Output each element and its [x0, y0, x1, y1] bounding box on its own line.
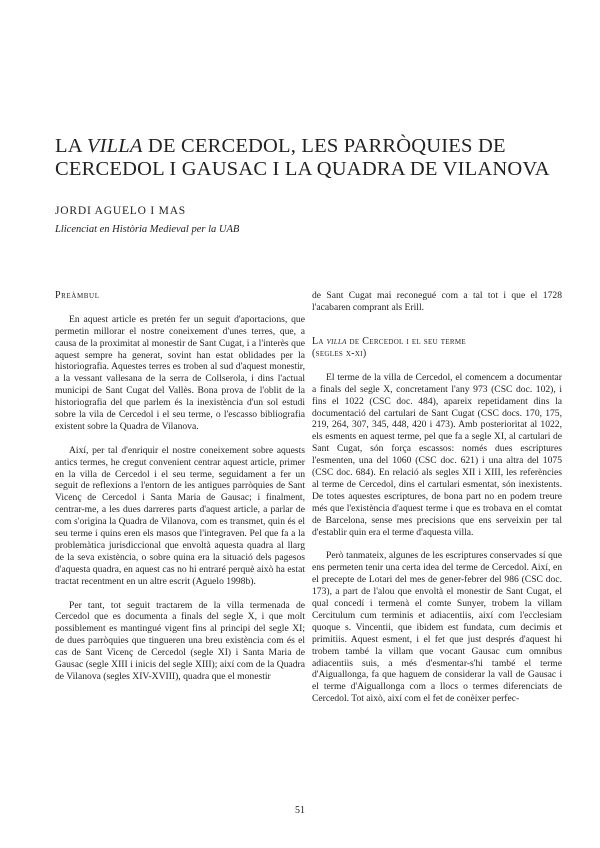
paragraph-continued: de Sant Cugat mai reconegué com a tal tot i que el 1728 l'acabaren comprant als Erill. — [312, 290, 562, 313]
page-number: 51 — [295, 805, 305, 816]
subhead-pre: La — [312, 335, 327, 347]
section-heading-villa-cercedol — [312, 336, 562, 360]
paragraph: Per tant, tot seguit tractarem de la villa termenada de Cercedol que es documenta a finals del segle X, i que molt possiblement es mantingué vigent fins al principi del segle XI; de dues parròquies que tingueren una breu existència com és el cas de Sant Vicenç de Cercedol (segle XI) i Santa Maria de Gausac (segle XIII i inicis del segle XIII); així com de la Quadra de Vilanova (segles XIV-XVIII), quadra que el monestir — [55, 599, 305, 682]
subhead-villa: villa — [326, 335, 347, 347]
subhead-years: (segles x-xi) — [312, 347, 367, 359]
subhead-post: de Cercedol i el seu terme — [346, 335, 466, 347]
title-post: DE CERCEDOL, LES PARRÒQUIES DE CERCEDOL I GAUSAC I LA QUADRA DE VILANOVA — [55, 135, 550, 180]
title-villa: VILLA — [86, 135, 143, 157]
section-heading-preambul: Preàmbul — [55, 290, 100, 301]
paragraph: El terme de la villa de Cercedol, el comencem a documentar a finals del segle X, concretament l'any 973 (CSC doc. 102), i fins el 1022 (CSC doc. 484), apareix repetidament dins la documentació del cartulari de Sant Cugat (CSC docs. 170, 175, 219, 264, 307, 345, 448, 420 i 473). Amb posterioritat al 1022, els esments en aquest terme, pel que fa a segle XI, al cartulari de Sant Cugat, són força escassos: només dues escriptures l'esmenten, una del 1060 (CSC doc. 621) i una altra del 1075 (CSC doc. 684). En relació als segles XII i XIII, les referències al terme de Cercedol, dins el cartulari esmentat, són inexistents. De totes aquestes escriptures, de bona part no en podem treure més que l'existència d'aquest terme i que es trobava en el comtat de Barcelona, sense mes precisions que ens serveixin per tal d'establir quin era el terme d'aquesta villa. — [312, 371, 562, 538]
paragraph: Però tanmateix, algunes de les escriptures conservades sí que ens permeten tenir una certa idea del terme de Cercedol. Així, en el precepte de Lotari del mes de gener-febrer del 986 (CSC doc. 173), a part de l'alou que envoltà el monestir de Sant Cugat, el qual concedí i termenà el comte Sunyer, trobem la villam Cercitulum cum terminis et adiacentiis, així com l'ecclesiam quoque s. Vincentii, que ibidem est fundata, cum decimis et primitiis. Aquest esment, i el fet que just després d'aquest hi trobem també la villam que vocant Gausac cum omnibus adiacentiis suis, a més d'esmentar-s'hi també el terme d'Aiguallonga, fa que haguem de considerar la vall de Gausac i el terme d'Aiguallonga com a llocs o termes diferenciats de Cercedol. Tot això, així com el fet de conèixer perfec- — [312, 550, 562, 705]
article-title — [55, 135, 555, 181]
left-column — [55, 290, 305, 683]
paragraph: Així, per tal d'enriquir el nostre coneixement sobre aquests antics termes, he cregut convenient centrar aquest article, primer en la villa de Cercedol i el seu terme, seguidament a fer un seguit de reflexions a l'entorn de les antigues parròquies de Sant Vicenç de Cercedol i Santa Maria de Gausac; i finalment, centrar-me, a les dues darreres parts d'aquest article, a parlar de com s'origina la Quadra de Vilanova, com es transmet, quin és el seu terme i quins eren els masos que l'integraven. Pel que fa a la problemàtica jurisdiccional que envoltà aquesta quadra al llarg de la seva existència, o sobre quina era la situació dels pagesos d'aquesta quadra, en aquest cas no hi entraré perquè això ha estat tractat recentment en un altre escrit (Aguelo 1998b). — [55, 444, 305, 587]
right-column — [312, 290, 562, 705]
paragraph: En aquest article es pretén fer un seguit d'aportacions, que permetin millorar el nostre coneixement d'unes terres, que, a causa de la proximitat al monestir de Sant Cugat, i a l'interès que aquest sempre ha generat, sovint han estat oblidades per la historiografia. Aquestes terres es troben al sud d'aquest monestir, a la vessant vallesana de la serra de Collserola, i dins l'actual municipi de Sant Cugat del Vallès. Bona prova de l'oblit de la historiografia del que parlem és la inexistència d'un sol estudi sobre la vila de Cercedol i el seu terme, o l'escasso bibliografia existent sobre la Quadra de Vilanova. — [55, 313, 305, 432]
author-name: JORDI AGUELO I MAS — [55, 205, 187, 217]
title-pre: LA — [55, 135, 87, 157]
author-affiliation: Llicenciat en Història Medieval per la UAB — [55, 224, 240, 235]
